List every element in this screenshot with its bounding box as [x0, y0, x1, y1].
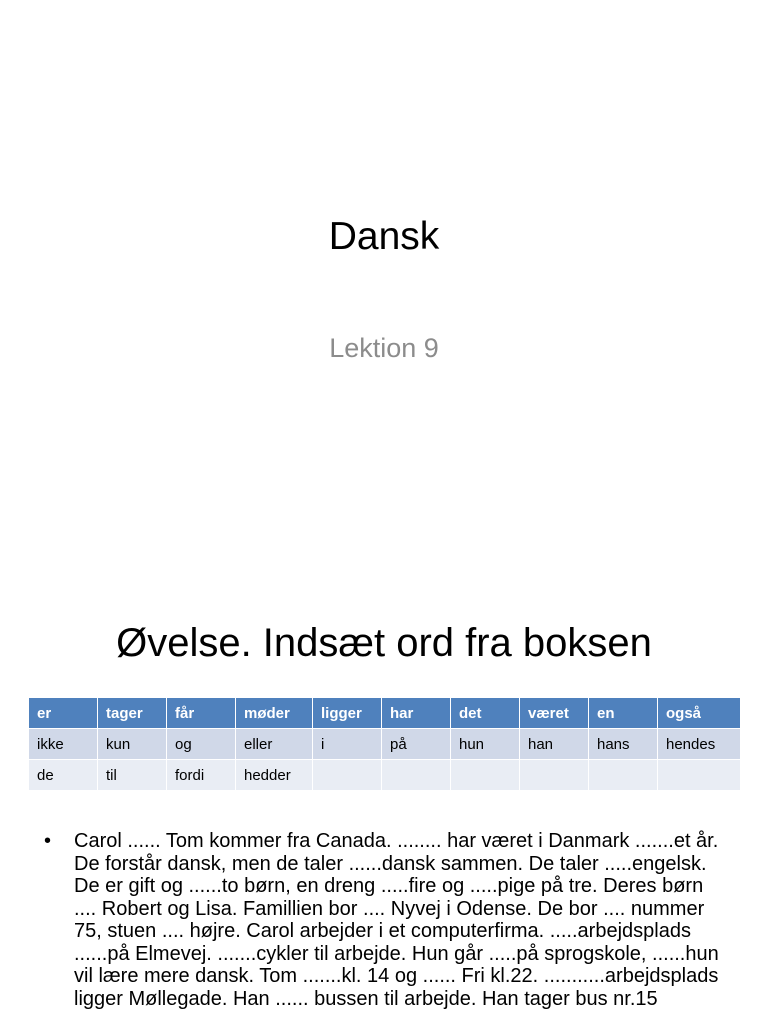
table-cell: møder [236, 698, 313, 729]
table-cell [382, 760, 451, 791]
table-cell: kun [98, 729, 167, 760]
table-cell: til [98, 760, 167, 791]
table-cell: eller [236, 729, 313, 760]
bullet-icon: • [44, 830, 52, 852]
table-cell [589, 760, 658, 791]
table-cell: han [520, 729, 589, 760]
table-cell: været [520, 698, 589, 729]
table-cell: en [589, 698, 658, 729]
table-cell: hun [451, 729, 520, 760]
table-cell: har [382, 698, 451, 729]
table-row [29, 729, 741, 760]
slide-subtitle: Lektion 9 [329, 333, 439, 363]
table-cell [520, 760, 589, 791]
exercise-paragraph: Carol ...... Tom kommer fra Canada. ........ har været i Danmark .......et år. De forstår dansk, men de taler ......dansk sammen. De taler .....engelsk. De er gift og ......to børn, en dreng .....fire og .....pige på tre. Deres børn .... Robert og Lisa. Famillien bor .... Nyvej i Odense. De bor .... nummer 75, stuen .... højre. Carol arbejder i et computerfirma. .....arbejdsplads ......på Elmevej. .......cykler til arbejde. Hun går .....på sprogskole, ......hun vil lære mere dansk. Tom .......kl. 14 og ...... Fri kl.22. ...........arbejdsplads ligger Møllegade. Han ...... bussen til arbejde. Han tager bus nr.15 [74, 830, 719, 1010]
table-cell: i [313, 729, 382, 760]
exercise-heading: Øvelse. Indsæt ord fra boksen [116, 621, 652, 665]
table-cell: ikke [29, 729, 98, 760]
table-cell [451, 760, 520, 791]
table-row [29, 760, 741, 791]
table-cell: også [658, 698, 741, 729]
table-cell: er [29, 698, 98, 729]
table-cell: får [167, 698, 236, 729]
exercise-text-list [40, 830, 730, 1010]
slide-exercise [0, 576, 768, 1024]
table-cell: de [29, 760, 98, 791]
table-cell: hendes [658, 729, 741, 760]
slide-title-heading: Dansk [328, 215, 440, 258]
table-cell: fordi [167, 760, 236, 791]
word-box-table [28, 697, 741, 791]
table-cell [658, 760, 741, 791]
table-header-row [29, 698, 741, 729]
table-cell: hedder [236, 760, 313, 791]
table-cell: tager [98, 698, 167, 729]
table-cell: det [451, 698, 520, 729]
table-cell: og [167, 729, 236, 760]
table-cell: ligger [313, 698, 382, 729]
list-item [40, 830, 730, 1010]
table-cell: på [382, 729, 451, 760]
table-cell [313, 760, 382, 791]
table-cell: hans [589, 729, 658, 760]
